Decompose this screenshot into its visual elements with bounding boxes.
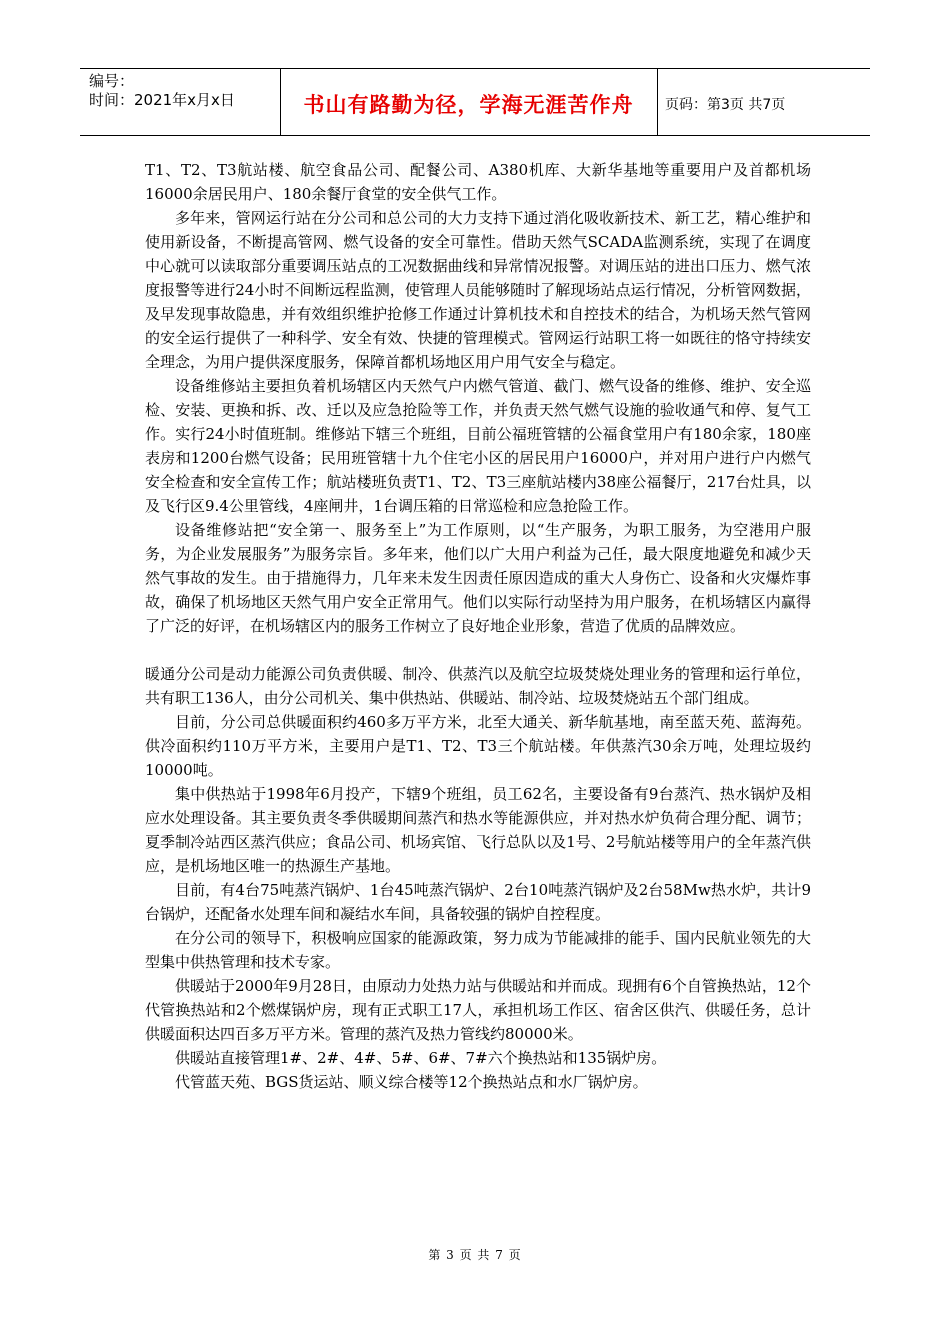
body-paragraph: 目前，分公司总供暖面积约460多万平方米，北至大通关、新华航基地，南至蓝天苑、蓝海苑。供冷面积约110万平方米，主要用户是T1、T2、T3三个航站楼。年供蒸汽30余万吨，处理垃圾约10000吨。 xyxy=(145,713,811,779)
header-meta xyxy=(89,72,279,110)
doc-date-label: 时间：2021年x月x日 xyxy=(89,91,235,109)
section-gap xyxy=(145,638,811,662)
document-body xyxy=(145,158,811,1094)
header-motto: 书山有路勤为径，学海无涯苦作舟 xyxy=(303,93,634,117)
body-paragraph: 目前，有4台75吨蒸汽锅炉、1台45吨蒸汽锅炉、2台10吨蒸汽锅炉及2台58Mw热水炉，共计9台锅炉，还配备水处理车间和凝结水车间，具备较强的锅炉自控程度。 xyxy=(145,881,811,923)
page-footer: 第 3 页 共 7 页 xyxy=(428,1248,522,1262)
body-paragraph: 供暖站于2000年9月28日，由原动力处热力站与供暖站和并而成。现拥有6个自管换热站，12个代管换热站和2个燃煤锅炉房，现有正式职工17人，承担机场工作区、宿舍区供汽、供暖任务，总计供暖面积达四百多万平方米。管理的蒸汽及热力管线约80000米。 xyxy=(145,977,811,1043)
header-page-number: 页码：第3页 共7页 xyxy=(665,97,786,113)
body-paragraph: 在分公司的领导下，积极响应国家的能源政策，努力成为节能减排的能手、国内民航业领先的大型集中供热管理和技术专家。 xyxy=(145,929,811,971)
header-divider xyxy=(657,69,658,135)
doc-number-label: 编号： xyxy=(89,72,135,90)
body-paragraph: T1、T2、T3航站楼、航空食品公司、配餐公司、A380机库、大新华基地等重要用户及首都机场16000余居民用户、180余餐厅食堂的安全供气工作。 xyxy=(145,161,811,203)
body-paragraph: 供暖站直接管理1#、2#、4#、5#、6#、7#六个换热站和135锅炉房。 xyxy=(175,1049,667,1067)
page-header xyxy=(80,68,870,136)
body-paragraph: 暖通分公司是动力能源公司负责供暖、制冷、供蒸汽以及航空垃圾焚烧处理业务的管理和运行单位，共有职工136人，由分公司机关、集中供热站、供暖站、制冷站、垃圾焚烧站五个部门组成。 xyxy=(145,665,811,707)
body-paragraph: 代管蓝天苑、BGS货运站、顺义综合楼等12个换热站点和水厂锅炉房。 xyxy=(175,1073,648,1091)
body-paragraph: 设备维修站把“安全第一、服务至上”为工作原则，以“生产服务，为职工服务，为空港用户服务，为企业发展服务”为服务宗旨。多年来，他们以广大用户利益为己任，最大限度地避免和减少天然气事故的发生。由于措施得力，几年来未发生因责任原因造成的重大人身伤亡、设备和火灾爆炸事故，确保了机场地区天然气用户安全正常用气。他们以实际行动坚持为用户服务，在机场辖区内赢得了广泛的好评，在机场辖区内的服务工作树立了良好地企业形象，营造了优质的品牌效应。 xyxy=(145,521,811,635)
body-paragraph: 集中供热站于1998年6月投产，下辖9个班组，员工62名，主要设备有9台蒸汽、热水锅炉及相应水处理设备。其主要负责冬季供暖期间蒸汽和热水等能源供应，并对热水炉负荷合理分配、调节；夏季制冷站西区蒸汽供应；食品公司、机场宾馆、飞行总队以及1号、2号航站楼等用户的全年蒸汽供应，是机场地区唯一的热源生产基地。 xyxy=(145,785,811,875)
body-paragraph: 设备维修站主要担负着机场辖区内天然气户内燃气管道、截门、燃气设备的维修、维护、安全巡检、安装、更换和拆、改、迁以及应急抢险等工作，并负责天然气燃气设施的验收通气和停、复气工作。实行24小时值班制。维修站下辖三个班组，目前公福班管辖的公福食堂用户有180余家，180座表房和1200台燃气设备；民用班管辖十九个住宅小区的居民用户16000户，并对用户进行户内燃气安全检查和安全宣传工作；航站楼班负责T1、T2、T3三座航站楼内38座公福餐厅，217台灶具，以及飞行区9.4公里管线，4座闸井，1台调压箱的日常巡检和应急抢险工作。 xyxy=(145,377,811,515)
body-paragraph: 多年来，管网运行站在分公司和总公司的大力支持下通过消化吸收新技术、新工艺，精心维护和使用新设备，不断提高管网、燃气设备的安全可靠性。借助天然气SCADA监测系统，实现了在调度中心就可以读取部分重要调压站点的工况数据曲线和异常情况报警。对调压站的进出口压力、燃气浓度报警等进行24小时不间断远程监测，使管理人员能够随时了解现场站点运行情况，分析管网数据，及早发现事故隐患，并有效组织维护抢修工作通过计算机技术和自控技术的结合，为机场天然气管网的安全运行提供了一种科学、安全有效、快捷的管理模式。管网运行站职工将一如既往的恪守持续安全理念，为用户提供深度服务，保障首都机场地区用户用气安全与稳定。 xyxy=(145,209,811,371)
